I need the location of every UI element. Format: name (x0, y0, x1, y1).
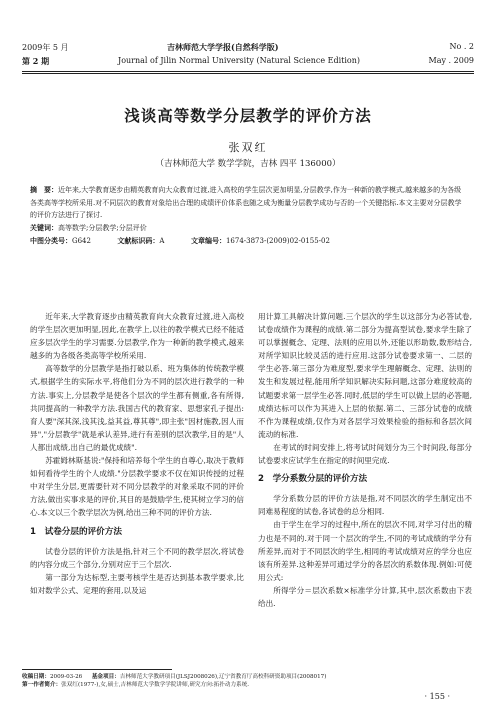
running-header-2 (22, 56, 474, 68)
paper-title: 浅谈高等数学分层教学的评价方法 (124, 107, 372, 125)
left-paragraph-1: 近年来,大学教育逐步由精英教育向大众教育过渡,进入高校的学生层次更加明显,因此,在教学上,以往的教学模式已经不能适应多层次学生的学习需要.分层教学,作为一种新的教学模式,越来越多的为各级各类高等学校所采用. (30, 312, 244, 361)
footnote-author-bio: 第一作者简介：张双红(1977-),女,硕士,吉林师范大学数学学院讲师,研究方向:拓扑动力系统. (22, 682, 250, 688)
header-month-en: May . 2009 (428, 56, 474, 65)
abstract (30, 184, 466, 222)
keywords-label: 关键词： (30, 224, 58, 232)
section-heading-1: 1 试卷分层的评价方法 (30, 526, 122, 537)
header-year-month: 2009年 5 月 (22, 43, 69, 52)
right-paragraph-4: 由于学生在学习的过程中,所在的层次不同,对学习付出的精力也是不同的.对于同一个层次的学生,不同的考试成绩的学分有所差异,而对于不同层次的学生,相同的考试成绩对应的学分也应该有所差异.这种差异可通过学分的各层次的系数体现.例如:可使用公式: (258, 520, 472, 582)
header-rule-2 (22, 73, 474, 74)
right-paragraph-5: 所得学分＝层次系数×标准学分计算,其中,层次系数由下表给出. (258, 585, 472, 608)
doc-code-label: 文献标识码： (117, 237, 160, 245)
left-paragraph-4: 试卷分层的评价方法是指,针对三个不同的教学层次,将试卷的内容分成三个部分,分别对应于三个层次. (30, 546, 244, 569)
right-paragraph-2: 在考试的时间安排上,将考试时间划分为三个时间段,每部分试卷要求应试学生在指定的时间里完成. (258, 442, 472, 466)
section-heading-2: 2 学分系数分层的评价方法 (258, 474, 368, 485)
footnote-rule (22, 669, 172, 670)
page-number: · 155 · (424, 692, 450, 701)
author: 张双红 (228, 141, 268, 154)
clc-value: G642 (72, 237, 91, 245)
right-paragraph-1: 用计算工具解决计算问题.三个层次的学生以这部分为必答试卷,试卷成绩作为课程的成绩.第二部分为提高型试卷,要求学生除了可以掌握概念、定理、法则的应用以外,还能以形助数,数形结合,对所学知识比较灵活的进行应用.这部分试卷要求第一、二层的学生必答.第三部分为难度型,要求学生理解概念、定理、法则的发生和发展过程,能用所学知识解决实际问题,这部分难度较高的试题要求第一层学生必答.同时,低层的学生可以做上层的必答题,成绩达标可以作为其进入上层的依据.第二、三部分试卷的成绩不作为课程成绩,仅作为对各层学习效果检验的指标和各层次间流动的标准. (258, 312, 472, 439)
header-rule (22, 71, 474, 72)
classification (30, 235, 466, 248)
right-paragraph-3: 学分系数分层的评价方法是指,对不同层次的学生制定出不同难易程度的试卷,各试卷的总分相同. (258, 494, 472, 517)
left-paragraph-3: 苏霍姆林斯基说:"保持和培养每个学生的自尊心,取决于教师如何看待学生的个人成绩."分层教学要求不仅在知识传授的过程中对学生分层,更需要针对不同分层教学的对象采取不同的评价方法,做出实事求是的评价,其目的是鼓励学生,使其树立学习的信心.本文以三个教学层次为例,给出三种不同的评价方法. (30, 456, 244, 518)
doc-code-value: A (159, 237, 165, 245)
running-header (22, 42, 474, 54)
header-issue-no: No . 2 (449, 42, 474, 51)
header-period: 第 2 期 (22, 56, 50, 66)
affiliation: （吉林师范大学 数学学院，吉林 四平 136000） (155, 159, 341, 169)
article-id-value: 1674-3873-(2009)02-0155-02 (225, 237, 330, 245)
footnote (22, 673, 474, 689)
left-paragraph-5: 第一部分为达标型,主要考核学生是否达到基本教学要求,比如对数学公式、定理的套用,以及运 (30, 572, 244, 595)
footnote-received: 收稿日期：2009-03-26 基金项目：吉林师范大学教研项目(JLSJ2008026),辽宁省教育厅高校科研资助项目(2008017) (22, 674, 327, 680)
right-column (258, 310, 472, 610)
keywords (30, 222, 466, 235)
keywords-text: 高等数学;分层教学;分层评价 (58, 224, 147, 232)
abstract-label: 摘 要： (30, 186, 58, 194)
left-paragraph-2: 高等数学的分层教学是指打破以系、班为集体的传统教学模式,根据学生的实际水平,将他们分为不同的层次进行教学的一种方法.事实上,分层教学是使各个层次的学生都有侧重,各有所得,共同提高的一种教学方法.我国古代的教育家、思想家孔子提出:育人要"深其深,浅其浅,益其益,尊其尊",即主张"因材施教,因人而异","分层教学"就是承认差异,进行有差别的层次教学,目的是"人人都出成绩,出自己的最优成绩". (30, 364, 244, 452)
left-column (30, 310, 244, 597)
article-id-label: 文章编号： (190, 237, 226, 245)
header-journal-en: Journal of Jilin Normal University (Natural Science Edition) (118, 56, 360, 65)
abstract-text: 近年来,大学教育逐步由精英教育向大众教育过渡,进入高校的学生层次更加明显,分层教学,作为一种新的教学模式,越来越多的为各级各类高等学校所采用.对不同层次的教育对象给出合理的成绩评价体系也随之成为衡量分层教学成功与否的一个关键指标.本文主要对分层教学的评价方法进行了探讨. (30, 186, 462, 219)
header-journal-cn: 吉林师范大学学报(自然科学版) (167, 42, 279, 52)
clc-label: 中图分类号： (30, 237, 72, 245)
